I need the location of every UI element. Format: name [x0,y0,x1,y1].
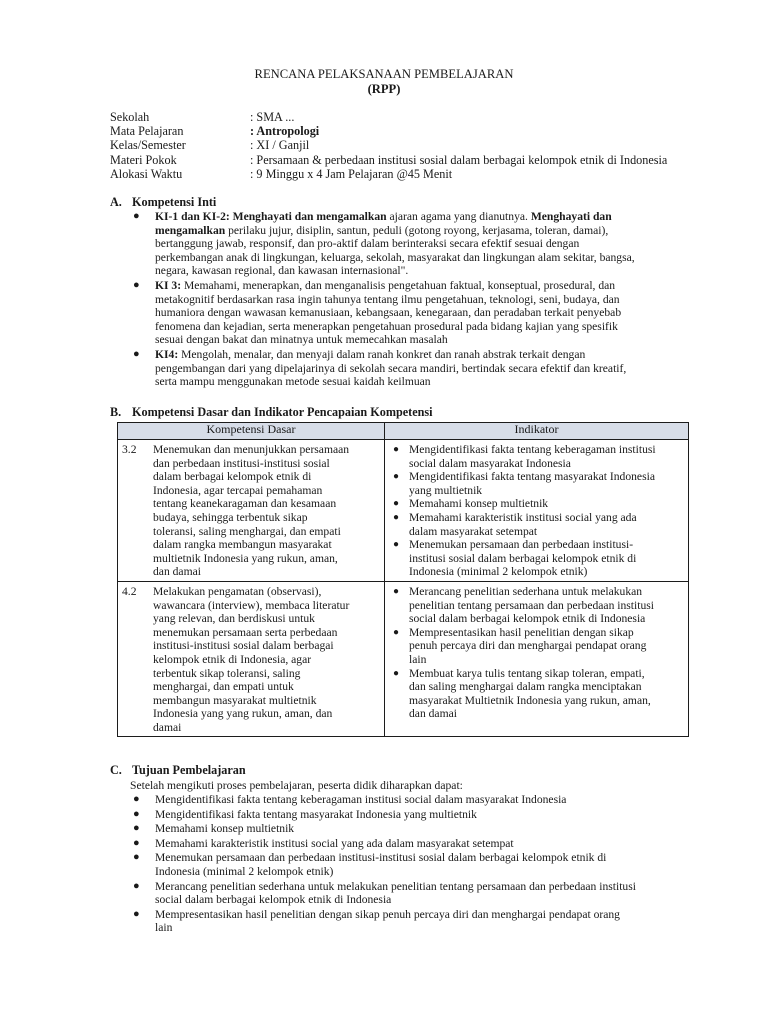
bullet-icon: ● [393,498,400,510]
bold-text: KI4: [155,347,179,361]
text-line: Memahami konsep multietnik [155,822,295,836]
bullet-icon: ● [133,278,140,291]
indicator-item [389,667,684,721]
basic-competency [122,585,380,735]
bullet-icon: ● [133,347,140,360]
indicator-item [389,626,684,667]
identity-label: Mata Pelajaran [110,124,184,139]
text-run: ajaran agama yang dianutnya. [386,210,531,223]
identity-value: : Antropologi [250,124,320,139]
column-header-basic-competency: Kompetensi Dasar [118,423,385,440]
text-line [155,362,690,376]
indicator-cell [385,440,689,582]
core-competency-item [130,210,690,278]
text-line: Mempresentasikan hasil penelitian dengan sikap [409,625,634,639]
text-line: tentang keanekaragaman dan kesamaan [153,497,337,511]
text-run: perkembangan anak di lingkungan, keluarga, sekolah, masyarakat dan lingkungan alam sekitar, bangsa, [155,250,635,264]
identity-value: : Persamaan & perbedaan institusi sosial dalam berbagai kelompok etnik di Indonesia [250,152,668,167]
text-line: terbentuk sikap toleransi, saling [153,666,301,680]
text-line: dan damai [409,707,457,721]
text-line: Indonesia (minimal 2 kelompok etnik) [409,565,588,579]
competency-text [153,585,380,735]
text-line: Memahami karakteristik institusi social yang ada [409,510,637,524]
text-run: serta mampu menggunakan metode sesuai kaidah keilmuan [155,375,431,389]
text-line: dan saling menghargai dalam rangka menciptakan [409,680,642,694]
text-line: dalam berbagai kelompok etnik di [153,470,312,484]
column-header-indicator: Indikator [385,423,689,440]
bullet-icon: ● [133,851,140,864]
indicator-item [389,585,684,626]
section-letter: B. [110,405,122,419]
text-line: lain [409,652,427,666]
identity-value: : XI / Ganjil [250,138,310,153]
text-line: menemukan persamaan serta perbedaan [153,625,338,639]
text-run: fenomena dan kejadian, serta menerapkan pengetahuan prosedural pada bidang kajian yang spesifik [155,319,618,333]
identity-table [110,111,667,182]
text-line: Melakukan pengamatan (observasi), [153,584,322,598]
indicator-item [389,443,684,470]
learning-objective-item [130,880,690,907]
text-line: dalam masyarakat setempat [409,524,538,538]
text-line: Mempresentasikan hasil penelitian dengan sikap penuh percaya diri dan menghargai pendapat orang [155,907,620,921]
text-run: perilaku jujur, disiplin, santun, peduli (gotong royong, kerjasama, toleran, damai), [225,223,609,237]
text-run: sesuai dengan bakat dan minatnya untuk memecahkan masalah [155,333,448,347]
text-line: Mengidentifikasi fakta tentang keberagaman institusi social dalam masyarakat Indonesia [155,793,567,806]
text-line: toleransi, saling menghargai, dan empati [153,524,341,538]
identity-label: Materi Pokok [110,152,177,167]
bullet-icon: ● [393,444,400,455]
text-line: multietnik Indonesia yang rukun, aman, [153,551,338,565]
learning-objective-item [130,793,690,807]
indicator-list [389,585,684,721]
core-competency-item [130,348,690,389]
text-line: Indonesia yang yang rukun, aman, dan [153,707,333,721]
core-competency-list [130,210,690,390]
text-line: Mengidentifikasi fakta tentang masyarakat Indonesia yang multietnik [155,807,477,821]
text-line: Mengidentifikasi fakta tentang masyarakat Indonesia [409,470,655,484]
competency-number: 4.2 [122,584,137,598]
text-line: Menemukan persamaan dan perbedaan institusi-institusi sosial dalam berbagai kelompok etnik di [155,851,607,865]
text-line: institusi-institusi sosial dalam berbagai [153,639,334,653]
bullet-icon: ● [393,585,400,597]
bullet-icon: ● [133,793,140,805]
text-line: yang multietnik [409,483,483,497]
identity-row-topic [110,154,667,168]
text-line: kelompok etnik di Indonesia, agar [153,652,312,666]
identity-row-class [110,139,667,153]
bullet-icon: ● [393,471,400,483]
text-line [155,348,690,362]
text-line: menghargai, dan empati untuk [153,680,294,694]
indicator-item [389,497,684,511]
text-line [155,320,690,334]
text-line [155,333,690,347]
competency-table-body [118,440,689,737]
document-title: RENCANA PELAKSANAAN PEMBELAJARAN [254,67,514,81]
bold-text: KI-1 dan KI-2: Menghayati dan mengamalkan [155,210,387,223]
text-line: Indonesia (minimal 2 kelompok etnik) [155,864,334,878]
section-title: Tujuan Pembelajaran [132,763,246,777]
learning-objective-item [130,822,690,836]
section-title: Kompetensi Inti [132,195,217,209]
text-line: dan perbedaan institusi-institusi sosial [153,456,330,470]
text-line: masyarakat Multietnik Indonesia yang rukun, aman, [409,693,651,707]
basic-competency-cell [118,581,385,737]
bullet-icon: ● [393,511,400,523]
section-b-heading [110,406,433,420]
bullet-icon: ● [133,907,140,920]
text-run: Mengolah, menalar, dan menyaji dalam ranah konkret dan ranah abstrak terkait dengan [178,347,586,361]
competency-row [118,581,689,737]
text-line: dalam rangka membangun masyarakat [153,538,332,552]
text-line [155,251,690,265]
competency-number: 3.2 [122,443,137,456]
text-line: social dalam berbagai kelompok etnik di Indonesia [409,612,646,626]
text-line: lain [155,921,173,935]
document-subtitle: (RPP) [367,82,401,96]
bullet-icon: ● [133,836,140,849]
text-line: penuh percaya diri dan menghargai pendapat orang [409,639,647,653]
learning-objectives-intro: Setelah mengikuti proses pembelajaran, peserta didik diharapkan dapat: [130,779,463,792]
text-line [155,224,690,238]
competency-text [153,443,380,579]
identity-value: : 9 Minggu x 4 Jam Pelajaran @45 Menit [250,166,453,181]
text-line: Menemukan dan menunjukkan persamaan [153,443,350,456]
text-run: pengembangan dari yang dipelajarinya di sekolah secara mandiri, bertindak secara efektif dan kreatif, [155,361,627,375]
text-run: negara, kawasan regional, dan kawasan internasional". [155,264,409,278]
text-line: Membuat karya tulis tentang sikap toleran, empati, [409,666,645,680]
section-title: Kompetensi Dasar dan Indikator Pencapaian Kompetensi [132,405,433,419]
competency-row [118,440,689,582]
text-line: Menemukan persamaan dan perbedaan institusi- [409,538,634,552]
bold-text: Menghayati dan [530,210,612,223]
text-line: penelitian tentang persamaan dan perbedaan institusi [409,598,654,612]
indicator-item [389,538,684,579]
text-line [155,237,690,251]
identity-label: Kelas/Semester [110,138,186,153]
text-line: budaya, sehingga terbentuk sikap [153,510,308,524]
text-line [155,375,690,389]
text-line: Merancang penelitian sederhana untuk melakukan [409,584,643,598]
learning-objective-item [130,808,690,822]
indicator-cell [385,581,689,737]
bold-text: KI 3: [155,278,182,292]
text-line [155,293,690,307]
learning-objective-item [130,837,690,851]
identity-label: Alokasi Waktu [110,166,183,181]
text-line [155,264,690,278]
bullet-icon: ● [133,822,140,835]
bullet-icon: ● [133,807,140,820]
section-c-heading [110,764,246,778]
learning-objective-item [130,851,690,878]
identity-row-time [110,168,667,182]
text-line: dan damai [153,565,201,579]
text-line: membangun masyarakat multietnik [153,693,317,707]
learning-objectives-list [130,793,690,936]
bullet-icon: ● [393,626,400,638]
section-a-heading [110,196,216,210]
identity-value: : SMA ... [250,110,295,124]
bullet-icon: ● [393,667,400,679]
text-line [155,279,690,293]
text-line: Memahami konsep multietnik [409,497,549,511]
indicator-item [389,511,684,538]
text-line: yang relevan, dan berdiskusi untuk [153,612,315,626]
text-run: humaniora dengan wawasan kemanusiaan, kebangsaan, kenegaraan, dan peradaban terkait penyebab [155,306,622,320]
section-letter: A. [110,195,122,209]
indicator-list [389,443,684,579]
identity-row-school [110,111,667,125]
core-competency-item [130,279,690,347]
text-line: wawancara (interview), membaca literatur [153,598,350,612]
text-run: Memahami, menerapkan, dan menganalisis pengetahuan faktual, konseptual, prosedural, dan [181,278,616,292]
text-line: institusi sosial dalam berbagai kelompok etnik di [409,551,637,565]
learning-objective-item [130,908,690,935]
text-line [155,306,690,320]
text-line: Merancang penelitian sederhana untuk melakukan penelitian tentang persamaan dan perbedaan institusi [155,879,636,893]
identity-label: Sekolah [110,110,150,124]
basic-competency-cell [118,440,385,582]
text-line: Indonesia, agar tercapai pemahaman [153,483,323,497]
identity-row-subject [110,125,667,139]
bold-text: mengamalkan [155,223,226,237]
competency-indicator-table [117,422,689,737]
text-run: bertanggung jawab, responsif, dan pro-aktif dalam berinteraksi secara efektif sesuai dengan [155,237,580,251]
text-line: damai [153,720,182,734]
text-run: metakognitif berdasarkan rasa ingin tahunya tentang ilmu pengetahuan, teknologi, seni, budaya, dan [155,292,620,306]
text-line: Memahami karakteristik institusi social yang ada dalam masyarakat setempat [155,836,514,850]
bullet-icon: ● [393,539,400,551]
section-letter: C. [110,763,122,777]
text-line: Mengidentifikasi fakta tentang keberagaman institusi [409,443,656,456]
basic-competency [122,443,380,579]
bullet-icon: ● [133,210,140,222]
text-line: social dalam masyarakat Indonesia [409,456,571,470]
bullet-icon: ● [133,879,140,892]
text-line [155,210,690,224]
indicator-item [389,470,684,497]
text-line: social dalam berbagai kelompok etnik di Indonesia [155,893,392,907]
